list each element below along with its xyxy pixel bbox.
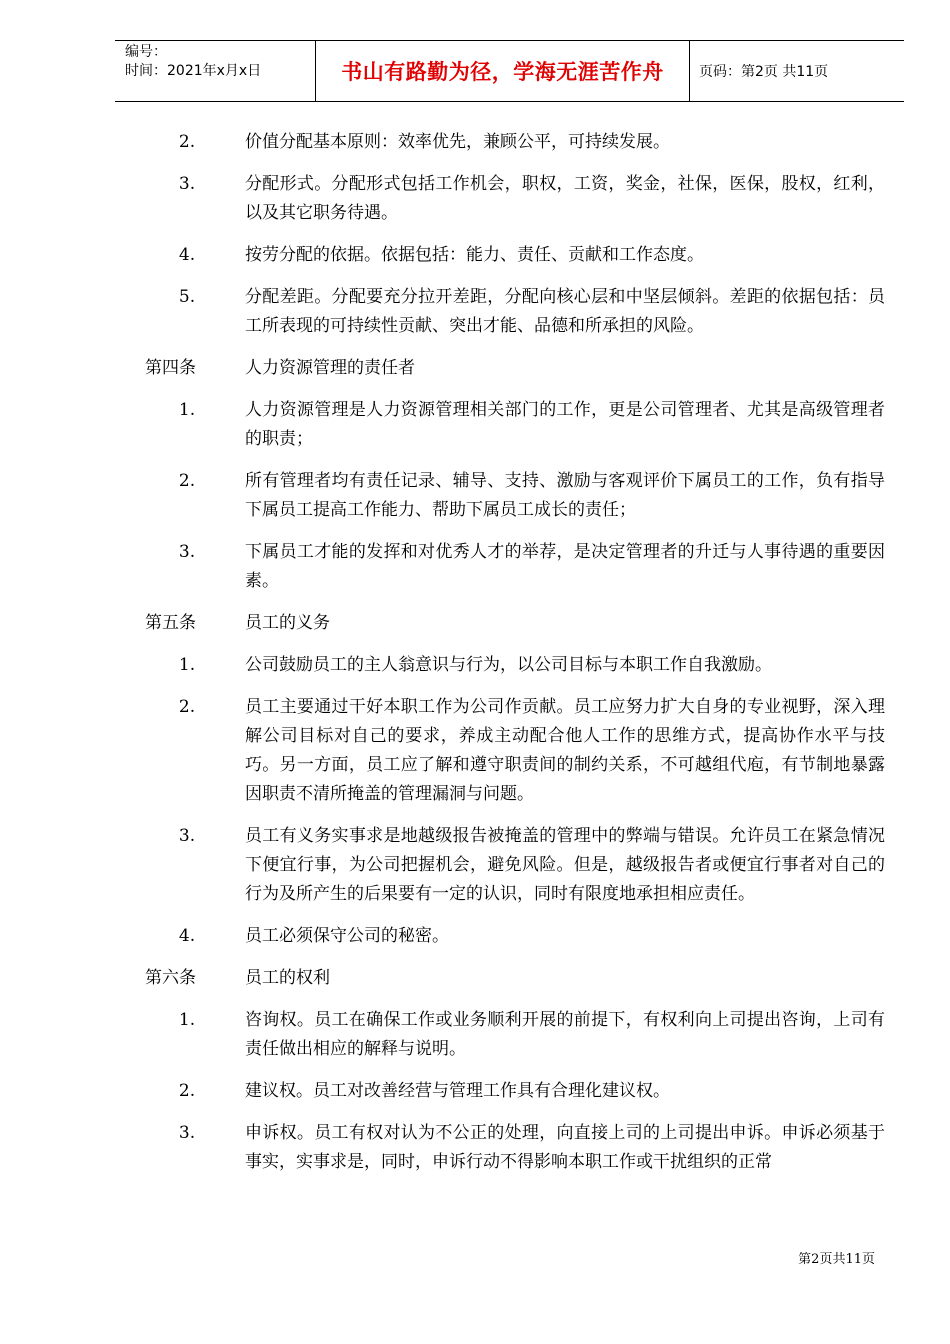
item-number-cell [145,822,245,909]
article-title: 员工的权利 [245,968,330,988]
item-text: 人力资源管理是人力资源管理相关部门的工作，更是公司管理者、尤其是高级管理者的职责； [245,400,885,449]
list-item [145,822,885,909]
page-header [115,40,904,102]
item-number-cell [145,651,245,680]
article-number: 第六条 [145,968,196,988]
item-text: 员工主要通过干好本职工作为公司作贡献。员工应努力扩大自身的专业视野，深入理解公司目标对自己的要求，养成主动配合他人工作的思维方式，提高协作水平与技巧。另一方面，员工应了解和遵守职责间的制约关系，不可越组代庖，有节制地暴露因职责不清所掩盖的管理漏洞与问题。 [245,697,885,804]
item-number-cell [145,922,245,951]
item-number: 3. [178,1123,196,1143]
item-text: 员工有义务实事求是地越级报告被掩盖的管理中的弊端与错误。允许员工在紧急情况下便宜行事，为公司把握机会，避免风险。但是，越级报告者或便宜行事者对自己的行为及所产生的后果要有一定的认识，同时有限度地承担相应责任。 [245,826,885,904]
item-number-cell [145,170,245,228]
item-number: 1. [178,1010,196,1030]
item-number: 2. [178,471,196,491]
item-number: 5. [178,287,196,307]
item-number: 1. [178,655,196,675]
item-text: 咨询权。员工在确保工作或业务顺利开展的前提下，有权利向上司提出咨询，上司有责任做出相应的解释与说明。 [245,1010,885,1059]
item-number: 2. [178,697,196,717]
list-item [145,693,885,809]
item-number-cell [145,128,245,157]
article-title: 员工的义务 [245,613,330,633]
header-number-label: 编号： [125,44,167,60]
list-item [145,128,885,157]
header-meta [115,41,316,101]
item-text: 申诉权。员工有权对认为不公正的处理，向直接上司的上司提出申诉。申诉必须基于事实，实事求是，同时，申诉行动不得影响本职工作或干扰组织的正常 [245,1123,885,1172]
item-text: 下属员工才能的发挥和对优秀人才的举荐，是决定管理者的升迁与人事待遇的重要因素。 [245,542,885,591]
item-number: 3. [178,826,196,846]
article-number: 第五条 [145,613,196,633]
item-number-cell [145,1006,245,1064]
article-number: 第四条 [145,358,196,378]
item-number-cell [145,693,245,809]
article-title: 人力资源管理的责任者 [245,358,415,378]
item-number-cell [145,538,245,596]
item-number: 2. [178,132,196,152]
item-number: 2. [178,1081,196,1101]
item-number: 1. [178,400,196,420]
list-item [145,1077,885,1106]
list-item [145,1119,885,1177]
list-item [145,241,885,270]
document-body [145,128,885,1190]
list-item [145,922,885,951]
item-text: 所有管理者均有责任记录、辅导、支持、激励与客观评价下属员工的工作，负有指导下属员工提高工作能力、帮助下属员工成长的责任； [245,471,885,520]
article-heading [145,609,885,638]
article-heading [145,964,885,993]
list-item [145,283,885,341]
header-time-label: 时间：2021年x月x日 [125,63,262,79]
list-item [145,651,885,680]
item-text: 建议权。员工对改善经营与管理工作具有合理化建议权。 [245,1081,670,1101]
item-text: 按劳分配的依据。依据包括：能力、责任、贡献和工作态度。 [245,245,704,265]
item-text: 分配形式。分配形式包括工作机会，职权，工资，奖金，社保，医保，股权，红利，以及其它职务待遇。 [245,174,885,223]
item-number: 4. [178,926,196,946]
header-page-label: 页码：第2页 共11页 [699,64,829,80]
item-number-cell [145,283,245,341]
item-number-cell [145,1119,245,1177]
list-item [145,170,885,228]
item-number: 3. [178,542,196,562]
item-text: 公司鼓励员工的主人翁意识与行为，以公司目标与本职工作自我激励。 [245,655,772,675]
item-number: 4. [178,245,196,265]
item-number-cell [145,1077,245,1106]
article-heading [145,354,885,383]
footer-page-number: 第2页共11页 [798,1252,875,1267]
list-item [145,538,885,596]
item-number: 3. [178,174,196,194]
list-item [145,1006,885,1064]
item-number-cell [145,241,245,270]
item-text: 价值分配基本原则：效率优先，兼顾公平，可持续发展。 [245,132,670,152]
header-motto: 书山有路勤为径，学海无涯苦作舟 [316,41,690,101]
list-item [145,396,885,454]
list-item [145,467,885,525]
item-number-cell [145,396,245,454]
item-number-cell [145,467,245,525]
item-text: 分配差距。分配要充分拉开差距，分配向核心层和中坚层倾斜。差距的依据包括：员工所表现的可持续性贡献、突出才能、品德和所承担的风险。 [245,287,885,336]
item-text: 员工必须保守公司的秘密。 [245,926,449,946]
